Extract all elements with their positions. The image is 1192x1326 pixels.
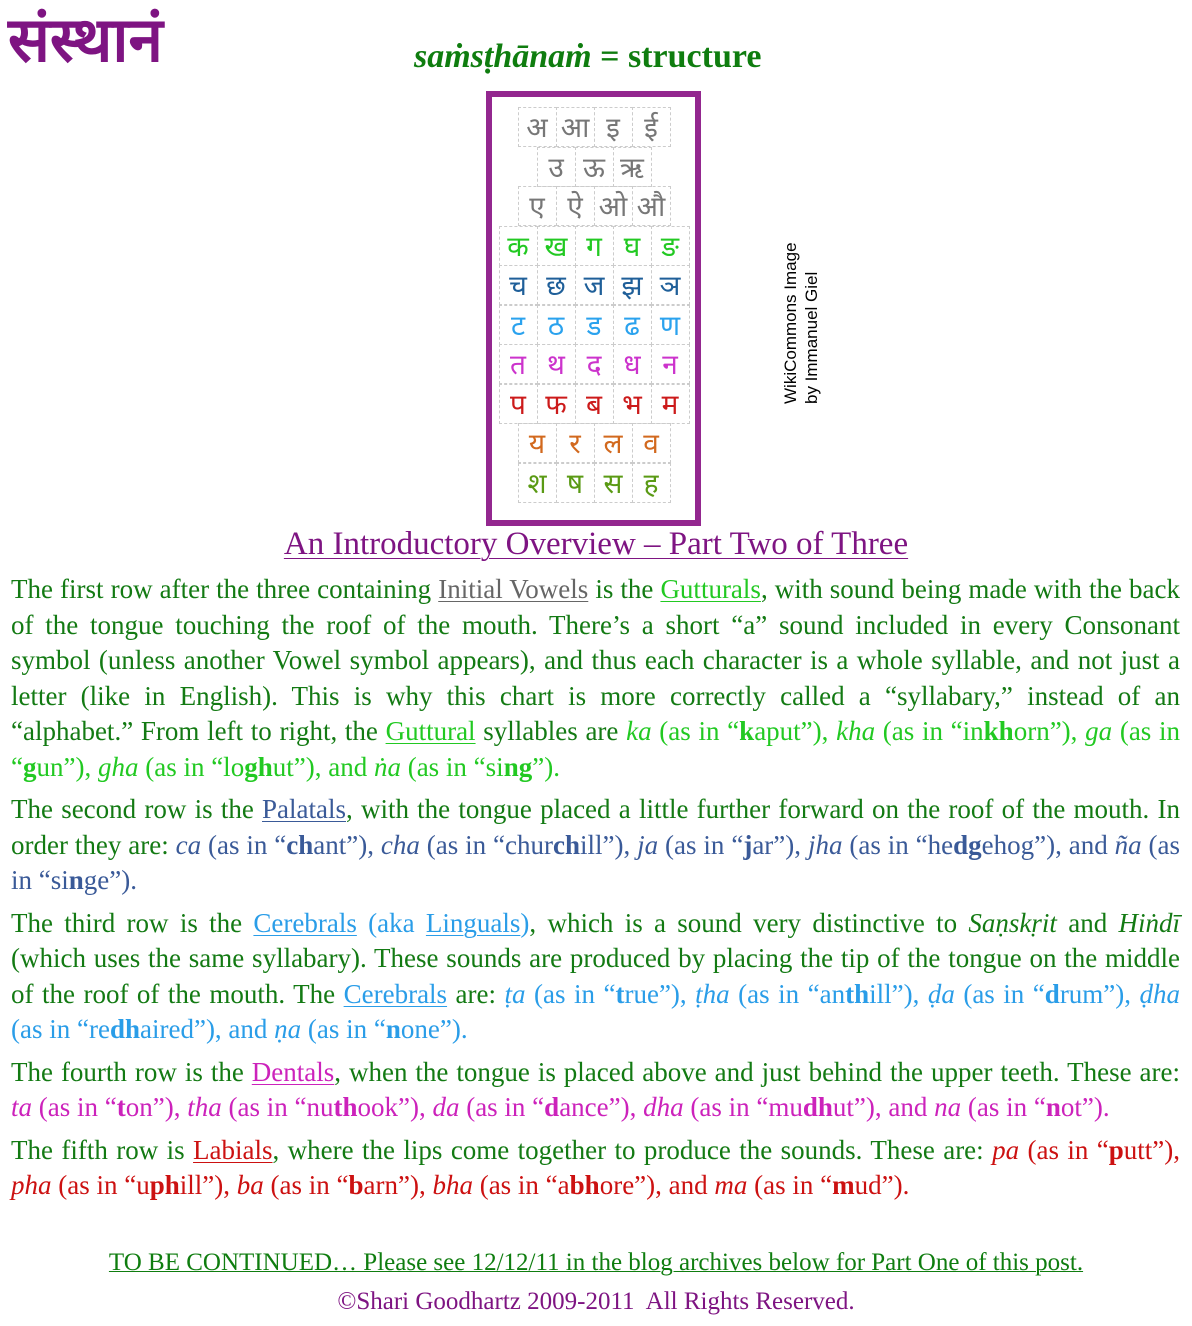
syllable-term: pa <box>992 1134 1020 1165</box>
chart-character: औ <box>632 186 671 226</box>
term-link[interactable]: Cerebrals <box>343 978 448 1009</box>
emphasized-sound: n <box>68 865 84 895</box>
chart-character: ङ <box>651 226 690 266</box>
syllable-term: ṭa <box>504 978 526 1009</box>
text-run: ot”). <box>1060 1092 1110 1122</box>
text-run: aired”), and <box>140 1014 275 1044</box>
post-heading-link[interactable]: An Introductory Overview – Part Two of Three <box>283 526 909 562</box>
syllable-term: cha <box>380 829 420 860</box>
paragraph <box>11 1133 1180 1204</box>
text-run: ut”), and <box>272 751 374 782</box>
chart-character: इ <box>594 107 633 147</box>
chart-row <box>492 186 695 226</box>
text-run: (as in “lo <box>138 751 245 782</box>
chart-row <box>492 226 695 266</box>
syllable-term: bha <box>432 1170 473 1200</box>
emphasized-sound: t <box>615 978 625 1009</box>
chart-character: ठ <box>537 305 576 345</box>
chart-character: ह <box>632 463 671 503</box>
text-run: (as in “ <box>201 829 287 860</box>
emphasized-sound: ch <box>553 829 580 860</box>
term-link[interactable]: Labials <box>193 1134 273 1165</box>
term-link[interactable]: Dentals <box>251 1056 335 1087</box>
text-run: ge”). <box>83 865 137 895</box>
syllable-term: da <box>432 1092 460 1122</box>
syllable-term: ña <box>1114 829 1142 860</box>
text-run: , which is a sound very distinctive to <box>529 907 969 938</box>
chart-character: ओ <box>594 186 633 226</box>
text-run: ud”). <box>854 1170 910 1200</box>
text-run: ehog”), and <box>981 829 1115 860</box>
text-run: ar”), <box>752 829 808 860</box>
text-run: ”). <box>532 751 560 782</box>
syllable-term: ka <box>626 716 652 746</box>
text-run: aput”), <box>754 716 837 746</box>
syllable-term: na <box>934 1092 962 1122</box>
text-run: , when the tongue is placed above and just behind the upper teeth. These are: <box>334 1056 1181 1087</box>
chart-character: ए <box>518 186 557 226</box>
text-run: rum”), <box>1059 978 1140 1009</box>
credit-line-1: WikiCommons Image <box>781 242 800 404</box>
credit-line-2: by Immanuel Giel <box>802 271 821 404</box>
emphasized-sound: g <box>22 751 37 782</box>
text-run: (as in “ <box>651 716 740 746</box>
chart-character: ड <box>575 305 614 345</box>
text-run: (as in “ <box>954 978 1045 1009</box>
emphasized-sound: d <box>544 1092 560 1122</box>
chart-character: ख <box>537 226 576 266</box>
syllable-term: ta <box>11 1092 33 1122</box>
emphasized-sound: b <box>348 1170 364 1200</box>
text-run: orn”), <box>1013 716 1086 746</box>
syllable-term: ḍha <box>1139 978 1181 1009</box>
syllable-term: dha <box>643 1092 684 1122</box>
term-link[interactable]: Guttural <box>385 716 476 746</box>
emphasized-sound: gh <box>244 751 273 782</box>
paragraph <box>11 572 1180 785</box>
syllable-term: Saṇskṛit <box>968 907 1057 938</box>
chart-character: च <box>499 265 538 305</box>
syllable-term: tha <box>187 1092 222 1122</box>
chart-character: क <box>499 226 538 266</box>
continued-note <box>0 1249 1192 1277</box>
chart-row <box>492 463 695 503</box>
text-run: (as in “ <box>263 1170 349 1200</box>
text-run: ) <box>520 907 530 938</box>
text-run: and <box>1056 907 1119 938</box>
chart-character: घ <box>613 226 652 266</box>
text-run: The third row is the <box>11 907 254 938</box>
translation: = structure <box>591 38 762 75</box>
text-run: (as in “si <box>400 751 504 782</box>
text-run: (as in “he <box>842 829 954 860</box>
chart-row <box>492 305 695 345</box>
text-run: (as in “ <box>747 1170 833 1200</box>
syllable-term: kha <box>836 716 876 746</box>
emphasized-sound: kh <box>983 716 1014 746</box>
emphasized-sound: ph <box>149 1170 180 1200</box>
text-run: ance”), <box>559 1092 644 1122</box>
term-link[interactable]: Linguals <box>425 907 521 938</box>
chart-character: प <box>499 384 538 424</box>
syllable-term: ma <box>714 1170 748 1200</box>
chart-row <box>492 344 695 384</box>
syllable-term: ga <box>1085 716 1113 746</box>
chart-character: अ <box>518 107 557 147</box>
chart-character: उ <box>537 147 576 187</box>
emphasized-sound: j <box>743 829 753 860</box>
emphasized-sound: d <box>1044 978 1060 1009</box>
emphasized-sound: ch <box>286 829 314 860</box>
text-run: rue”), <box>624 978 696 1009</box>
text-run: The fifth row is <box>11 1134 194 1165</box>
term-link[interactable]: Palatals <box>262 794 346 824</box>
sanskrit-title-logo: संस्थानं <box>8 3 163 76</box>
chart-character: ऐ <box>556 186 595 226</box>
continued-link[interactable]: TO BE CONTINUED… Please see 12/12/11 in the blog archives below for Part One of this post. <box>108 1249 1084 1276</box>
emphasized-sound: t <box>116 1092 126 1122</box>
chart-character: ग <box>575 226 614 266</box>
article-body <box>11 572 1180 1211</box>
text-run: (which uses the same syllabary). These sounds are produced by placing the tip of the tongue on the middle of the roof of the mouth. The <box>11 943 1180 1009</box>
chart-character: न <box>651 344 690 384</box>
chart-character: थ <box>537 344 576 384</box>
text-run: (as in “ <box>961 1092 1046 1122</box>
transliteration: saṁsṭhānaṁ <box>414 38 592 75</box>
syllable-term: pha <box>11 1170 52 1200</box>
chart-character: ऋ <box>613 147 652 187</box>
text-run: utt”), <box>1123 1134 1180 1165</box>
text-run: ant”), <box>313 829 381 860</box>
chart-row <box>492 423 695 463</box>
text-run: The first row after the three containing <box>11 574 439 604</box>
chart-character: द <box>575 344 614 384</box>
chart-character: व <box>632 423 671 463</box>
image-credit <box>780 242 822 404</box>
syllable-term: ṭha <box>695 978 730 1009</box>
text-run: (as in “mu <box>683 1092 803 1122</box>
emphasized-sound: p <box>1108 1134 1124 1165</box>
text-run: ill”), <box>869 978 928 1009</box>
chart-character: स <box>594 463 633 503</box>
syllable-term: Hiṅdī <box>1118 907 1180 938</box>
text-run: ore”), and <box>599 1170 715 1200</box>
chart-character: आ <box>556 107 595 147</box>
chart-character: ज <box>575 265 614 305</box>
copyright: ©Shari Goodhartz 2009-2011 All Rights Reserved. <box>337 1288 855 1315</box>
text-run: ill”), <box>179 1170 237 1200</box>
chart-character: य <box>518 423 557 463</box>
chart-character: ण <box>651 305 690 345</box>
chart-character: फ <box>537 384 576 424</box>
term-link[interactable]: Initial Vowels <box>438 574 589 604</box>
text-run: (as in “ <box>658 829 744 860</box>
text-run: (as in “nu <box>221 1092 334 1122</box>
chart-character: र <box>556 423 595 463</box>
emphasized-sound: n <box>1045 1092 1061 1122</box>
emphasized-sound: th <box>333 1092 358 1122</box>
text-run: ook”), <box>357 1092 433 1122</box>
text-run: un”), <box>36 751 98 782</box>
text-run: (as in “chur <box>419 829 553 860</box>
chart-character: ध <box>613 344 652 384</box>
devanagari-syllabary-chart <box>486 91 701 526</box>
text-run: (as in “an <box>729 978 846 1009</box>
emphasized-sound: dh <box>802 1092 833 1122</box>
text-run: , with sound being made with the back of the tongue touching the roof of the mouth. There’s a short “a” sound included in every Consonant symbol (unless another Vowel symbol appears), and thus each character is a whole syllable, and not just a letter (like in English). This is why this chart is more correctly called a “syllabary,” instead of an “alphabet.” From left to right, the <box>11 574 1180 746</box>
text-run: (as in “ <box>11 716 1181 782</box>
text-run: , with the tongue placed a little further forward on the roof of the mouth. In order they are: <box>11 794 1180 860</box>
chart-row <box>492 265 695 305</box>
chart-row <box>492 107 695 147</box>
chart-character: ब <box>575 384 614 424</box>
syllable-term: ca <box>175 829 202 860</box>
text-run: on”), <box>125 1092 188 1122</box>
text-run: , where the lips come together to produce the sounds. These are: <box>272 1134 993 1165</box>
text-run: (as in “ <box>1019 1134 1109 1165</box>
emphasized-sound: n <box>385 1014 401 1044</box>
chart-character: ई <box>632 107 671 147</box>
text-run: ut”), and <box>832 1092 935 1122</box>
text-run: one”). <box>400 1014 468 1044</box>
chart-character: ष <box>556 463 595 503</box>
text-run: (as in “in <box>875 716 984 746</box>
syllable-term: ja <box>637 829 659 860</box>
text-run: syllables are <box>475 716 627 746</box>
emphasized-sound: m <box>832 1170 855 1200</box>
term-link[interactable]: Cerebrals <box>253 907 357 938</box>
paragraph <box>11 792 1180 899</box>
text-run: (as in “ <box>525 978 616 1009</box>
chart-character: ल <box>594 423 633 463</box>
emphasized-sound: dg <box>953 829 982 860</box>
chart-character: ञ <box>651 265 690 305</box>
text-run: (as in “re <box>11 1014 110 1044</box>
chart-character: छ <box>537 265 576 305</box>
text-run: (as in “ <box>301 1014 386 1044</box>
chart-character: त <box>499 344 538 384</box>
term-link[interactable]: Gutturals <box>660 574 761 604</box>
chart-character: म <box>651 384 690 424</box>
emphasized-sound: ng <box>503 751 533 782</box>
subtitle <box>414 38 761 76</box>
syllable-term: jha <box>807 829 843 860</box>
text-run: (as in “a <box>472 1170 570 1200</box>
syllable-term: ṅa <box>373 751 401 782</box>
text-run: (as in “ <box>459 1092 545 1122</box>
chart-row <box>492 384 695 424</box>
post-heading <box>0 526 1192 563</box>
paragraph <box>11 1055 1180 1126</box>
text-run: (as in “ <box>32 1092 117 1122</box>
chart-row <box>492 147 695 187</box>
syllable-term: ṇa <box>274 1014 302 1044</box>
chart-character: ऊ <box>575 147 614 187</box>
text-run: (aka <box>356 907 426 938</box>
emphasized-sound: dh <box>109 1014 140 1044</box>
text-run: The fourth row is the <box>11 1056 252 1087</box>
emphasized-sound: bh <box>569 1170 600 1200</box>
text-run: ill”), <box>580 829 638 860</box>
syllable-term: gha <box>97 751 139 782</box>
emphasized-sound: th <box>845 978 870 1009</box>
text-run: (as in “si <box>11 829 1181 895</box>
text-run: are: <box>447 978 505 1009</box>
chart-character: श <box>518 463 557 503</box>
chart-character: ढ <box>613 305 652 345</box>
syllable-term: ba <box>236 1170 264 1200</box>
text-run: (as in “u <box>51 1170 150 1200</box>
paragraph <box>11 906 1180 1048</box>
text-run: is the <box>588 574 661 604</box>
chart-character: झ <box>613 265 652 305</box>
emphasized-sound: k <box>739 716 755 746</box>
text-run: The second row is the <box>11 794 263 824</box>
text-run: arn”), <box>363 1170 433 1200</box>
chart-character: भ <box>613 384 652 424</box>
syllable-term: ḍa <box>927 978 955 1009</box>
chart-character: ट <box>499 305 538 345</box>
